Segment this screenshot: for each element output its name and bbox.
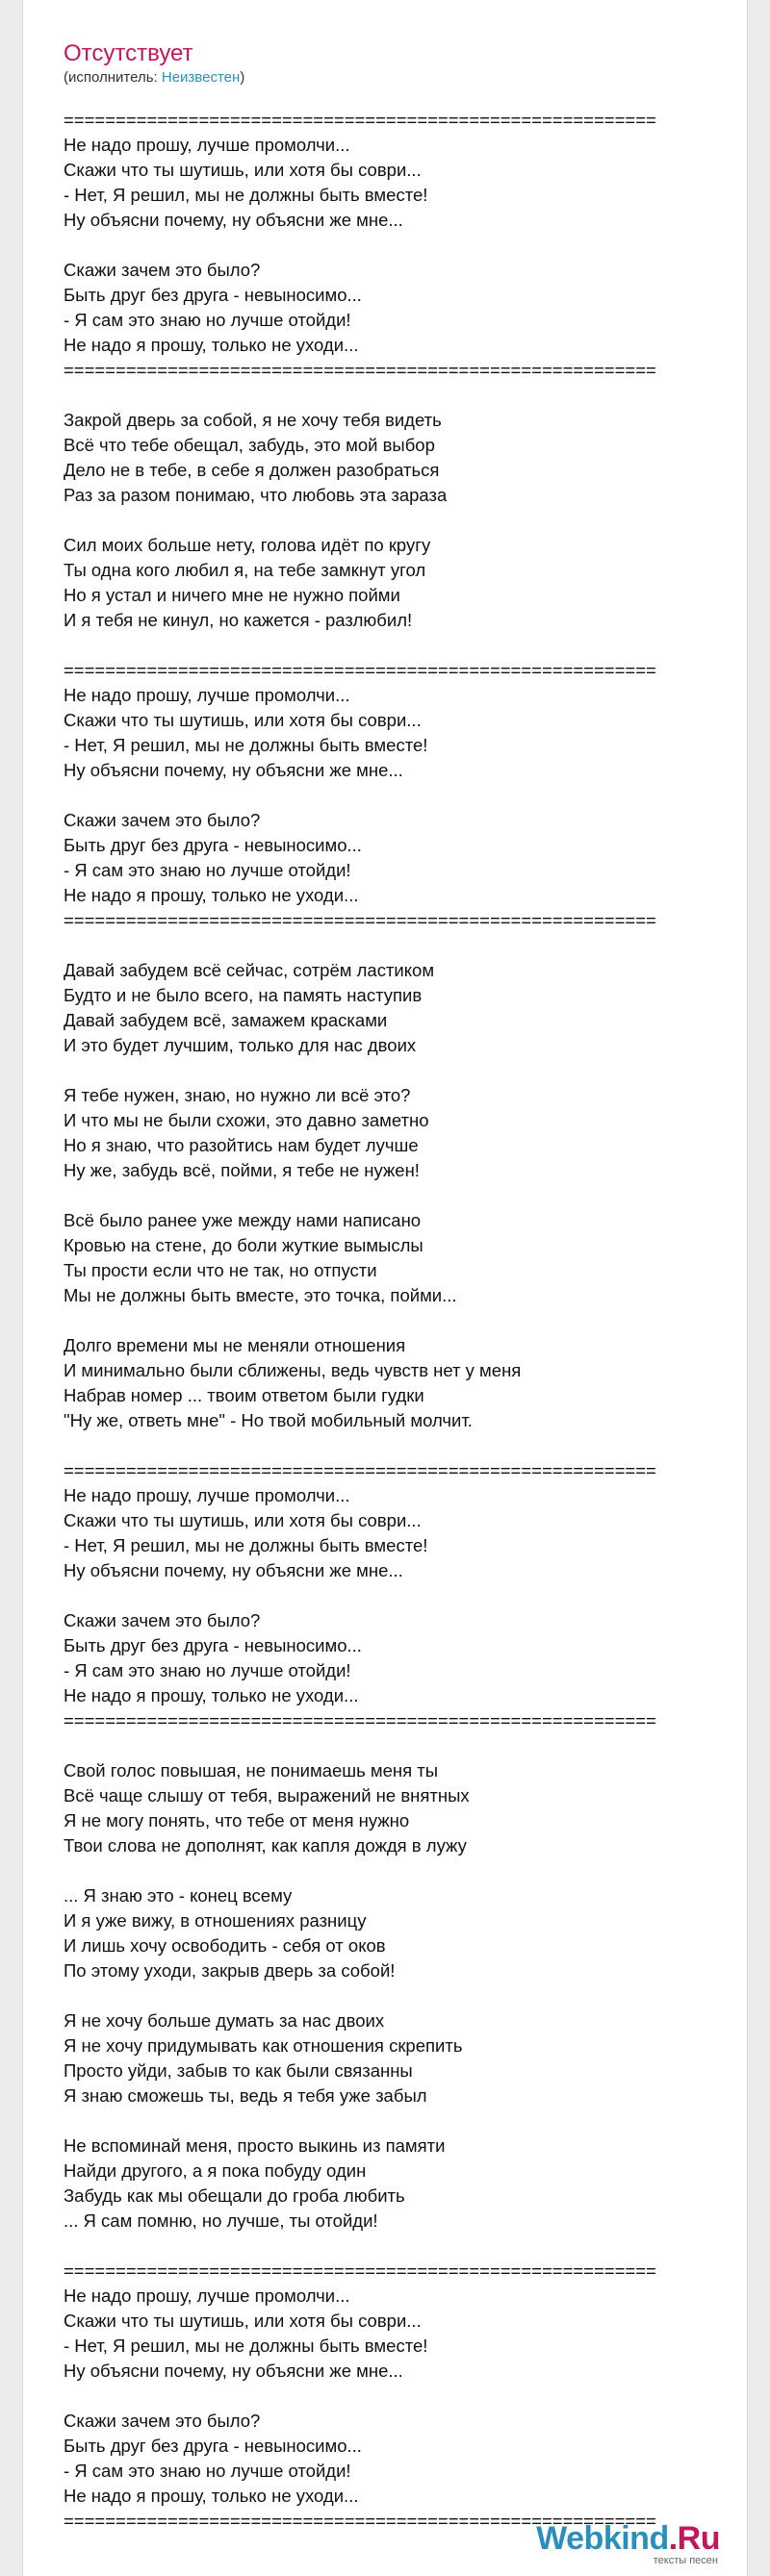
lyric-line: И я тебя не кинул, но кажется - разлюбил! [64, 610, 413, 630]
logo-name: Webkind [536, 2520, 669, 2557]
lyric-line: Скажи что ты шутишь, или хотя бы соври... [64, 2311, 422, 2331]
separator-line: ========================================================= [64, 1710, 656, 1730]
lyric-line: Не надо я прошу, только не уходи... [64, 1685, 359, 1705]
separator-line: ========================================================= [64, 660, 656, 680]
performer-line [64, 69, 244, 87]
lyric-line: Скажи зачем это было? [64, 1610, 261, 1630]
separator-line: ========================================================= [64, 910, 656, 930]
lyric-line: Будто и не было всего, на память наступив [64, 985, 423, 1005]
lyric-line: Скажи что ты шутишь, или хотя бы соври... [64, 160, 422, 180]
lyric-line: - Нет, Я решил, мы не должны быть вместе! [64, 1535, 428, 1555]
lyric-line: Я тебе нужен, знаю, но нужно ли всё это? [64, 1085, 411, 1105]
blank-line [64, 508, 737, 533]
lyric-line: ... Я знаю это - конец всему [64, 1885, 293, 1906]
lyric-line: Просто уйди, забыв то как были связанны [64, 2060, 413, 2081]
lyric-line: Свой голос повышая, не понимаешь меня ты [64, 1760, 439, 1780]
lyric-line: Забудь как мы обещали до гроба любить [64, 2185, 405, 2206]
lyric-line: Давай забудем всё, замажем красками [64, 1010, 388, 1030]
lyric-line: "Ну же, ответь мне" - Но твой мобильный молчит. [64, 1410, 473, 1430]
blank-line [64, 1183, 737, 1208]
lyric-line: Не надо я прошу, только не уходи... [64, 885, 359, 905]
lyric-line: Я не могу понять, что тебе от меня нужно [64, 1810, 410, 1831]
lyric-line: Твои слова не дополнят, как капля дождя в лужу [64, 1835, 467, 1856]
lyric-line: Закрой дверь за собой, я не хочу тебя видеть [64, 410, 442, 430]
performer-link[interactable]: Неизвестен [161, 69, 241, 86]
blank-line [64, 933, 737, 958]
blank-line [64, 1583, 737, 1608]
performer-suffix: ) [240, 69, 245, 86]
separator-line: ========================================================= [64, 1460, 656, 1480]
lyric-line: Набрав номер ... твоим ответом были гудки [64, 1385, 424, 1405]
song-title: Отсутствует [64, 40, 193, 66]
separator-line: ========================================================= [64, 110, 656, 130]
lyric-line: Не вспоминай меня, просто выкинь из памяти [64, 2135, 446, 2156]
blank-line [64, 2234, 737, 2259]
lyric-line: Скажи зачем это было? [64, 2411, 261, 2431]
lyric-line: По этому уходи, закрыв дверь за собой! [64, 1960, 396, 1981]
lyric-line: Не надо я прошу, только не уходи... [64, 2486, 359, 2506]
lyrics-body [64, 108, 737, 2534]
lyric-line: Быть друг без друга - невыносимо... [64, 1635, 362, 1655]
lyric-line: - Нет, Я решил, мы не должны быть вместе! [64, 735, 428, 755]
lyric-line: Ну объясни почему, ну объясни же мне... [64, 2361, 403, 2381]
lyric-line: Скажи зачем это было? [64, 810, 261, 830]
logo-tagline: тексты песен [653, 2555, 718, 2566]
blank-line [64, 1733, 737, 1758]
lyric-line: - Я сам это знаю но лучше отойди! [64, 2461, 351, 2481]
lyric-line: И это будет лучшим, только для нас двоих [64, 1035, 417, 1055]
blank-line [64, 633, 737, 658]
lyric-line: И минимально были сближены, ведь чувств нет у меня [64, 1360, 522, 1380]
lyric-line: - Нет, Я решил, мы не должны быть вместе! [64, 185, 428, 205]
blank-line [64, 1858, 737, 1883]
lyric-line: Всё чаще слышу от тебя, выражений не внятных [64, 1785, 470, 1806]
lyric-line: Мы не должны быть вместе, это точка, пойми... [64, 1285, 457, 1305]
lyric-line: Не надо прошу, лучше промолчи... [64, 135, 350, 155]
lyric-line: Ну объясни почему, ну объясни же мне... [64, 760, 403, 780]
blank-line [64, 1308, 737, 1333]
lyric-line: Не надо прошу, лучше промолчи... [64, 685, 350, 705]
lyric-line: Но я устал и ничего мне не нужно пойми [64, 585, 400, 605]
blank-line [64, 233, 737, 258]
lyric-line: - Я сам это знаю но лучше отойди! [64, 1660, 351, 1680]
site-logo[interactable] [536, 2521, 720, 2566]
lyric-line: Долго времени мы не меняли отношения [64, 1335, 406, 1355]
lyric-line: Быть друг без друга - невыносимо... [64, 2436, 362, 2456]
performer-prefix: (исполнитель: [64, 69, 162, 86]
lyric-line: Дело не в тебе, в себе я должен разобраться [64, 460, 440, 480]
lyric-line: И лишь хочу освободить - себя от оков [64, 1935, 386, 1956]
lyric-line: - Я сам это знаю но лучше отойди! [64, 310, 351, 330]
blank-line [64, 783, 737, 808]
lyric-line: Скажи что ты шутишь, или хотя бы соври... [64, 710, 422, 730]
separator-line: ========================================================= [64, 2260, 656, 2281]
lyric-line: ... Я сам помню, но лучше, ты отойди! [64, 2210, 378, 2231]
lyric-line: Давай забудем всё сейчас, сотрём ластиком [64, 960, 435, 980]
lyric-line: Ну объясни почему, ну объясни же мне... [64, 1560, 403, 1580]
lyric-line: Ты одна кого любил я, на тебе замкнут угол [64, 560, 426, 580]
lyric-line: Скажи зачем это было? [64, 260, 261, 280]
lyric-line: И я уже вижу, в отношениях разницу [64, 1910, 367, 1931]
lyric-line: Раз за разом понимаю, что любовь эта зараза [64, 485, 448, 505]
lyric-line: Ты прости если что не так, но отпусти [64, 1260, 377, 1280]
lyric-line: Но я знаю, что разойтись нам будет лучше [64, 1135, 419, 1155]
lyric-line: Быть друг без друга - невыносимо... [64, 835, 362, 855]
blank-line [64, 1983, 737, 2008]
lyric-line: Быть друг без друга - невыносимо... [64, 285, 362, 305]
blank-line [64, 1058, 737, 1083]
lyric-line: Не надо прошу, лучше промолчи... [64, 1485, 350, 1505]
blank-line [64, 383, 737, 408]
blank-line [64, 1433, 737, 1458]
logo-tld: .Ru [668, 2520, 720, 2557]
lyric-line: И что мы не были схожи, это давно заметно [64, 1110, 429, 1130]
lyric-line: Кровью на стене, до боли жуткие вымыслы [64, 1235, 424, 1255]
lyric-line: - Я сам это знаю но лучше отойди! [64, 860, 351, 880]
blank-line [64, 2384, 737, 2409]
separator-line: ========================================================= [64, 360, 656, 380]
lyric-line: Скажи что ты шутишь, или хотя бы соври... [64, 1510, 422, 1530]
logo-wordmark [536, 2521, 720, 2556]
lyric-line: Всё что тебе обещал, забудь, это мой выбор [64, 435, 435, 455]
lyric-line: Не надо я прошу, только не уходи... [64, 335, 359, 355]
lyric-line: Найди другого, а я пока побуду один [64, 2160, 367, 2181]
lyric-line: Я не хочу придумывать как отношения скрепить [64, 2035, 463, 2056]
blank-line [64, 2109, 737, 2134]
lyric-line: Сил моих больше нету, голова идёт по кругу [64, 535, 431, 555]
lyric-line: Я не хочу больше думать за нас двоих [64, 2010, 385, 2031]
lyric-line: - Нет, Я решил, мы не должны быть вместе! [64, 2336, 428, 2356]
separator-line: ========================================================= [64, 2511, 656, 2531]
lyric-line: Я знаю сможешь ты, ведь я тебя уже забыл [64, 2085, 427, 2106]
lyric-line: Ну объясни почему, ну объясни же мне... [64, 210, 403, 230]
lyric-line: Ну же, забудь всё, пойми, я тебе не нужен! [64, 1160, 420, 1180]
lyric-line: Не надо прошу, лучше промолчи... [64, 2286, 350, 2306]
lyric-line: Всё было ранее уже между нами написано [64, 1210, 422, 1230]
page-card [22, 0, 748, 2576]
